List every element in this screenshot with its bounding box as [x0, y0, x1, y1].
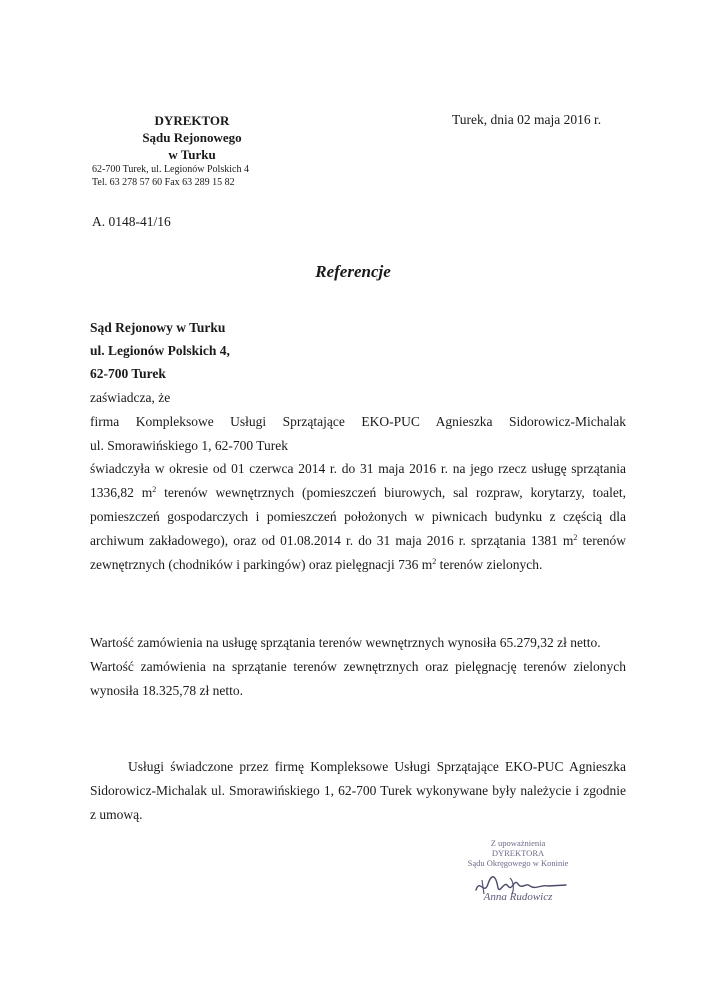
stamp-line2: DYREKTORA [491, 848, 545, 858]
document-title: Referencje [315, 262, 391, 281]
stamp-line1: Z upoważnienia [490, 838, 546, 848]
value-internal-text: Wartość zamówienia na usługę sprzątania terenów wewnętrznych wynosiła 65.279,32 zł netto. [90, 635, 601, 650]
letterhead-phone-fax: Tel. 63 278 57 60 Fax 63 289 15 82 [92, 177, 235, 188]
certifies-text: zaświadcza, że [90, 390, 171, 405]
service-text-part1: świadczyła w okresie od 01 czerwca 2014 r. do 31 maja 2016 r. na jego rzecz usługę sprzątania 1336,82 m [90, 461, 626, 501]
company-address-text: ul. Smorawińskiego 1, 62-700 Turek [90, 437, 289, 453]
superscript-2: 2 [573, 532, 578, 542]
certification-section [90, 386, 626, 576]
value-external-text: Wartość zamówienia na sprzątanie terenów zewnętrznych oraz pielęgnację terenów zielonych wynosiła 18.325,78 zł netto. [90, 658, 626, 698]
letter-date: Turek, dnia 02 maja 2016 r. [452, 112, 602, 127]
stamp-signatory-name: Anna Rudowicz [483, 891, 553, 903]
reference-number: A. 0148-41/16 [92, 214, 171, 229]
conclusion-section [90, 755, 626, 826]
court-street: ul. Legionów Polskich 4, [90, 343, 230, 358]
court-city: 62-700 Turek [90, 366, 166, 381]
letterhead-address: 62-700 Turek, ul. Legionów Polskich 4 [92, 164, 249, 175]
superscript-1: 2 [152, 485, 157, 495]
service-description [90, 457, 626, 576]
court-address [90, 316, 230, 385]
superscript-3: 2 [432, 556, 437, 566]
handwritten-signature [470, 872, 570, 900]
service-text-part2: terenów wewnętrznych (pomieszczeń biurowych, sal rozpraw, korytarzy, toalet, pomieszczeń gospodarczych i pomieszczeń położonych w piwnicach budynku z częścią dla archiwum zakładowego), oraz od 01.08.2014 r. do 31 maja 2016 r. sprzątania 1381 m [90, 485, 626, 548]
letterhead-title-line2: Sądu Rejonowego [142, 130, 242, 145]
conclusion-text: Usługi świadczone przez firmę Kompleksowe Usługi Sprzątające EKO-PUC Agnieszka Sidorowicz-Michalak ul. Smorawińskiego 1, 62-700 Turek wykonywane były należycie i zgodnie z umową. [90, 759, 626, 822]
order-values-section [90, 631, 626, 702]
stamp-line3: Sądu Okręgowego w Koninie [467, 858, 569, 868]
letterhead-title-line3: w Turku [168, 147, 216, 162]
service-text-part4: terenów zielonych. [436, 556, 543, 572]
court-name: Sąd Rejonowy w Turku [90, 320, 226, 335]
service-text-part3: terenów zewnętrznych (chodników i parkingów) oraz pielęgnacji 736 m [90, 532, 626, 572]
letterhead-title-line1: DYREKTOR [154, 113, 230, 128]
letterhead [92, 112, 292, 189]
company-name-text: firma Kompleksowe Usługi Sprzątające EKO-PUC Agnieszka Sidorowicz-Michalak [90, 413, 626, 429]
